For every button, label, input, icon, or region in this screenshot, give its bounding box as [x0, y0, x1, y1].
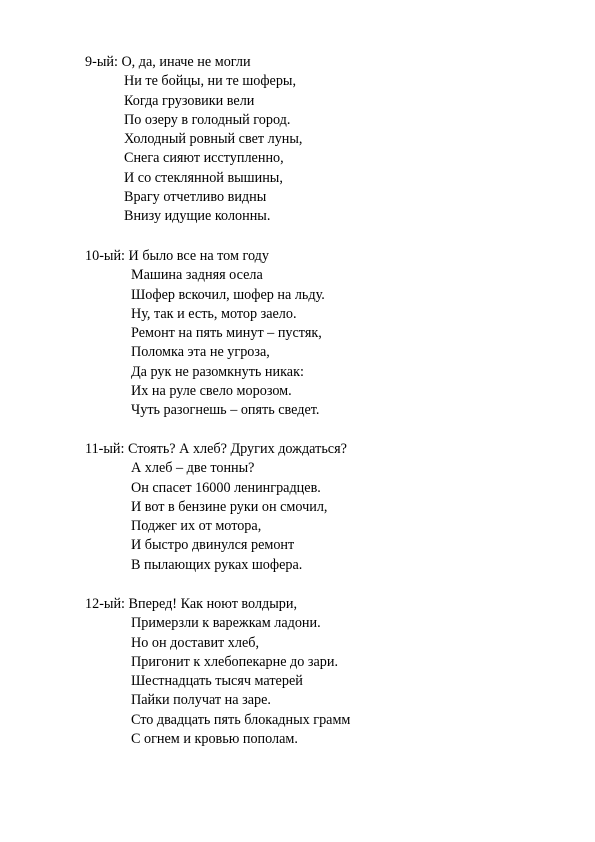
speaker-label: 11-ый: — [85, 441, 125, 457]
verse-line: Пайки получат на заре. — [131, 692, 271, 709]
stanza-first-line — [85, 595, 565, 614]
verse-line: О, да, иначе не могли — [121, 54, 251, 70]
speaker-label: 12-ый: — [85, 596, 125, 612]
verse-line: Их на руле свело морозом. — [131, 383, 292, 400]
stanza-first-line — [85, 53, 565, 72]
verse-line: Но он доставит хлеб, — [131, 634, 260, 651]
verse-line: Внизу идущие колонны. — [124, 208, 271, 225]
speaker-label: 10-ый: — [85, 248, 125, 264]
verse-line: Ремонт на пять минут – пустяк, — [131, 325, 322, 342]
verse-line: Врагу отчетливо видны — [124, 189, 267, 206]
verse-line: Шестнадцать тысяч матерей — [131, 673, 303, 690]
verse-line: И было все на том году — [128, 248, 269, 264]
stanza-9 — [85, 53, 565, 227]
stanza-11 — [85, 440, 565, 575]
stanza-12 — [85, 595, 565, 749]
verse-line: Стоять? А хлеб? Других дождаться? — [128, 441, 347, 457]
verse-line: Примерзли к варежкам ладони. — [131, 615, 321, 632]
verse-line: И вот в бензине руки он смочил, — [131, 498, 328, 515]
speaker-label: 9-ый: — [85, 54, 118, 70]
verse-line: И со стеклянной вышины, — [124, 169, 283, 186]
verse-line: Пригонит к хлебопекарне до зари. — [131, 653, 339, 670]
verse-line: В пылающих руках шофера. — [131, 556, 303, 573]
verse-line: Сто двадцать пять блокадных грамм — [131, 711, 351, 728]
verse-line: Ну, так и есть, мотор заело. — [131, 305, 297, 322]
verse-line: Машина задняя осела — [131, 267, 263, 284]
verse-line: Снега сияют исступленно, — [124, 150, 284, 167]
stanza-first-line — [85, 440, 565, 459]
verse-line: По озеру в голодный город. — [124, 111, 291, 128]
verse-line: А хлеб – две тонны? — [131, 460, 255, 477]
stanza-first-line — [85, 247, 565, 266]
verse-line: Вперед! Как ноют волдыри, — [128, 596, 298, 612]
verse-line: Он спасет 16000 ленинградцев. — [131, 479, 321, 496]
verse-line: Чуть разогнешь – опять сведет. — [131, 402, 320, 419]
verse-line: Поломка эта не угроза, — [131, 344, 270, 361]
verse-line: Ни те бойцы, ни те шоферы, — [124, 73, 297, 90]
verse-line: Холодный ровный свет луны, — [124, 131, 303, 148]
verse-line: Шофер вскочил, шофер на льду. — [131, 286, 325, 303]
verse-line: С огнем и кровью пополам. — [131, 731, 298, 748]
stanza-10 — [85, 247, 565, 421]
verse-line: Поджег их от мотора, — [131, 518, 262, 535]
verse-line: Да рук не разомкнуть никак: — [131, 363, 304, 380]
verse-line: И быстро двинулся ремонт — [131, 537, 295, 554]
verse-line: Когда грузовики вели — [124, 92, 255, 109]
